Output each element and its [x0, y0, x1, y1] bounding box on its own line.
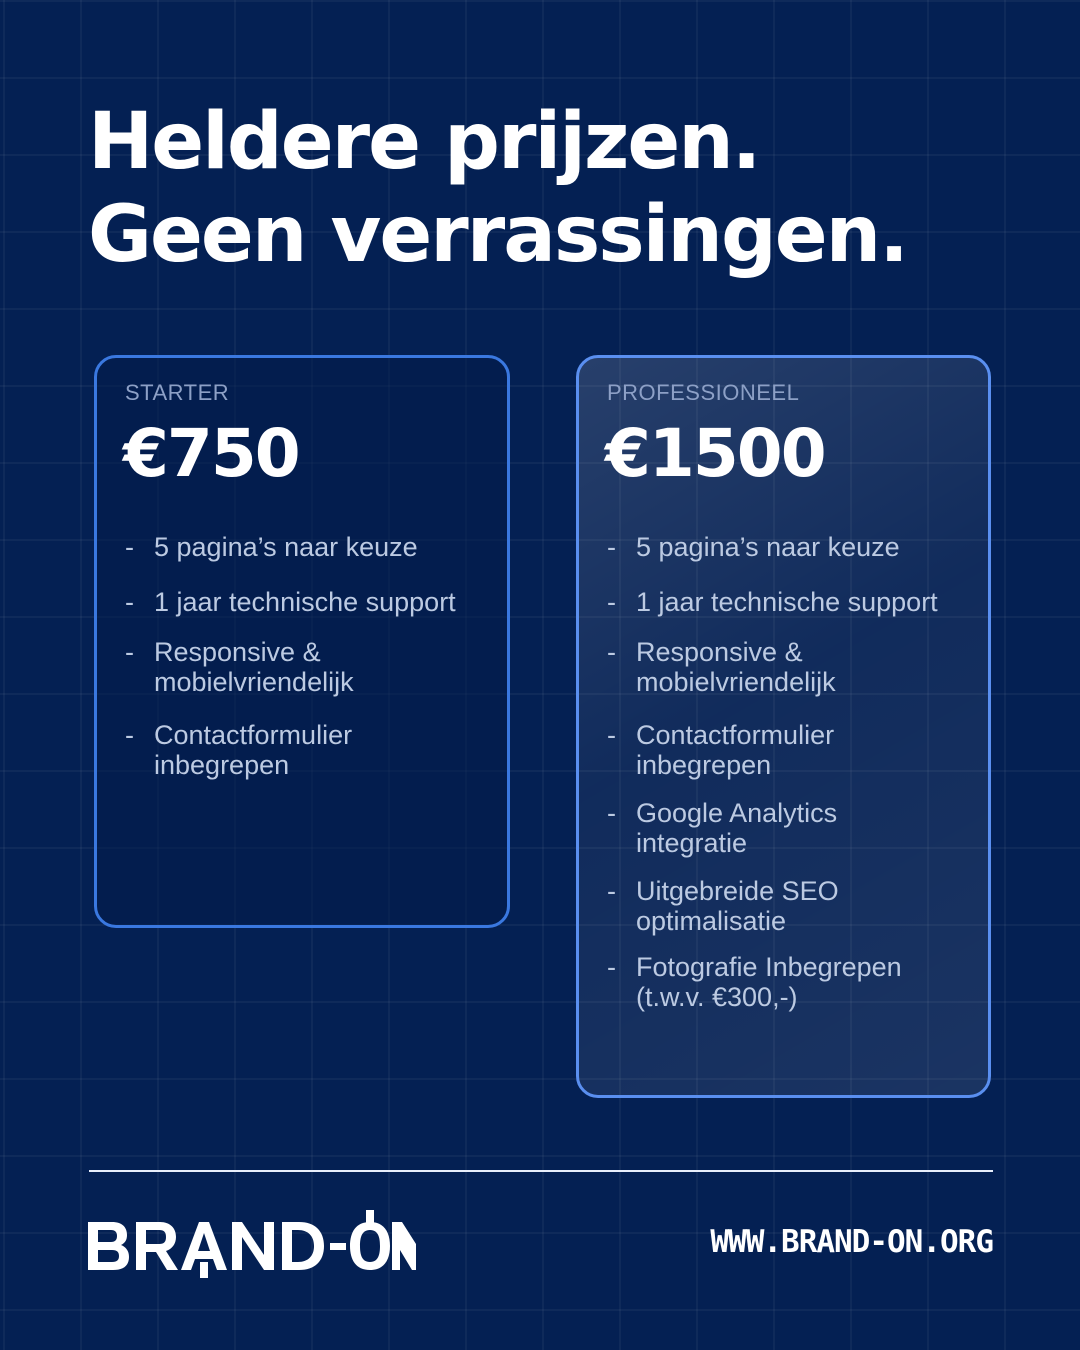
- feature-item: [607, 720, 837, 780]
- bullet-dash: -: [607, 720, 616, 750]
- feature-list: [97, 358, 507, 925]
- plan-price: €750: [123, 415, 299, 492]
- bullet-dash: -: [607, 952, 616, 982]
- feature-item: [607, 952, 937, 1012]
- pricing-card-professioneel: [576, 355, 991, 1098]
- website-url[interactable]: WWW.BRAND-ON.ORG: [710, 1224, 993, 1260]
- feature-item: [125, 587, 497, 617]
- bullet-dash: -: [125, 720, 134, 750]
- plan-tier-label: STARTER: [125, 380, 230, 405]
- feature-text: Responsive & mobielvriendelijk: [154, 637, 354, 697]
- feature-item: [607, 798, 847, 858]
- bullet-dash: -: [607, 587, 616, 617]
- feature-text: Fotografie Inbegrepen (t.w.v. €300,-): [636, 952, 902, 1012]
- pricing-card-starter: [94, 355, 510, 928]
- bullet-dash: -: [125, 637, 134, 667]
- feature-item: [607, 876, 847, 936]
- feature-text: Contactformulier inbegrepen: [154, 720, 353, 780]
- bullet-dash: -: [607, 798, 616, 828]
- feature-text: Uitgebreide SEO optimalisatie: [636, 876, 839, 936]
- brand-logo: [88, 1210, 418, 1278]
- headline: [88, 96, 907, 282]
- bullet-dash: -: [607, 637, 616, 667]
- plan-tier-label: PROFESSIONEEL: [607, 380, 800, 405]
- feature-text: Responsive & mobielvriendelijk: [636, 637, 836, 697]
- footer-divider: [89, 1170, 993, 1172]
- bullet-dash: -: [125, 587, 134, 617]
- feature-item: [607, 587, 978, 617]
- feature-item: [125, 637, 355, 697]
- feature-text: 5 pagina’s naar keuze: [636, 532, 900, 562]
- feature-item: [125, 720, 355, 780]
- feature-text: 1 jaar technische support: [636, 587, 938, 617]
- feature-text: Google Analytics integratie: [636, 798, 838, 858]
- plan-price: €1500: [605, 415, 825, 492]
- headline-line-1: Heldere prijzen.: [88, 97, 760, 187]
- bullet-dash: -: [607, 876, 616, 906]
- bullet-dash: -: [607, 532, 616, 562]
- feature-text: Contactformulier inbegrepen: [636, 720, 835, 780]
- feature-text: 5 pagina’s naar keuze: [154, 532, 418, 562]
- bullet-dash: -: [125, 532, 134, 562]
- feature-item: [125, 532, 497, 562]
- feature-item: [607, 532, 978, 562]
- feature-item: [607, 637, 837, 697]
- headline-line-2: Geen verrassingen.: [88, 190, 907, 280]
- feature-list: [579, 358, 988, 1095]
- feature-text: 1 jaar technische support: [154, 587, 456, 617]
